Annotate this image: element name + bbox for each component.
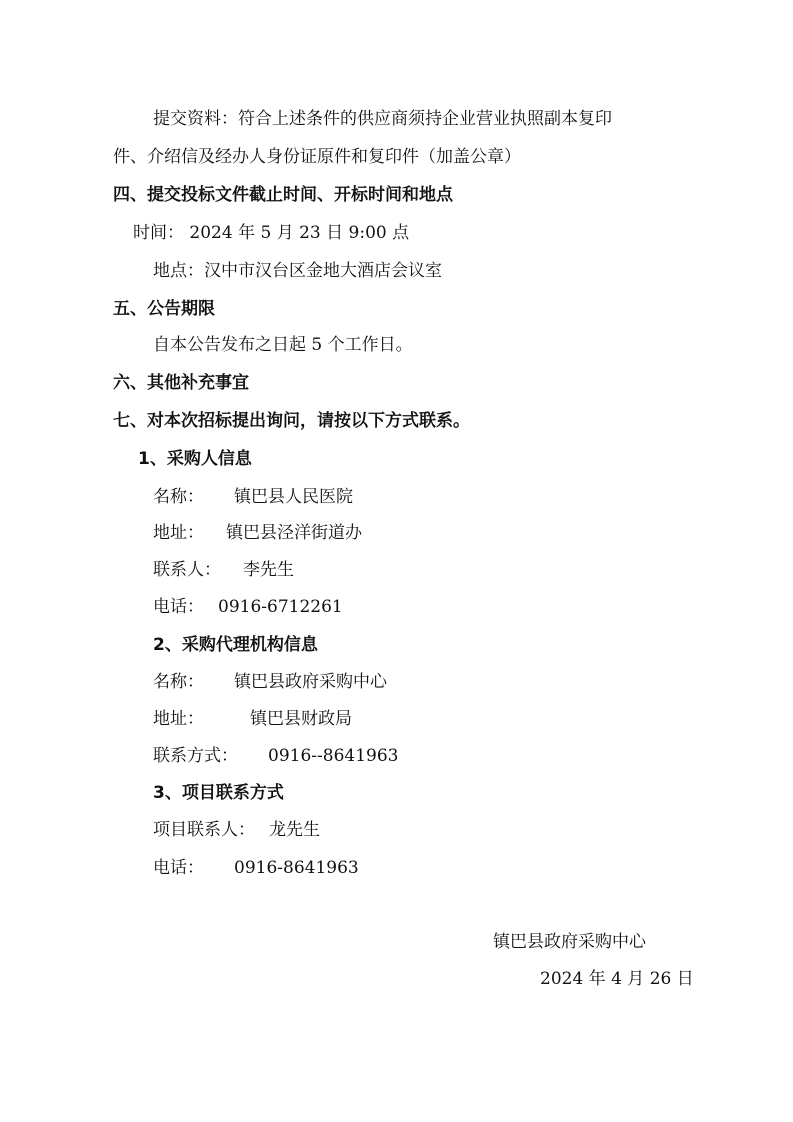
purchaser-phone-label: 电话： <box>153 597 204 617</box>
agency-name-row <box>153 671 387 693</box>
project-contact-row <box>153 819 320 841</box>
section4-place: 地点：汉中市汉台区金地大酒店会议室 <box>153 261 442 281</box>
project-phone-row <box>153 857 359 879</box>
purchaser-name-row <box>153 486 353 508</box>
section5-heading: 五、公告期限 <box>113 299 215 319</box>
section7-heading: 七、对本次招标提出询问，请按以下方式联系。 <box>113 411 470 431</box>
agency-address-value: 镇巴县财政局 <box>250 709 352 729</box>
section6-heading: 六、其他补充事宜 <box>113 373 249 393</box>
purchaser-contact-row <box>153 559 294 581</box>
purchaser-name-label: 名称： <box>153 487 204 507</box>
agency-contact-label: 联系方式： <box>153 746 238 766</box>
project-contact-value: 龙先生 <box>269 820 320 840</box>
section4-heading: 四、提交投标文件截止时间、开标时间和地点 <box>113 185 453 205</box>
signature-date: 2024 年 4 月 26 日 <box>540 969 694 989</box>
project-heading: 3、项目联系方式 <box>153 783 284 803</box>
agency-contact-row <box>153 745 398 767</box>
agency-name-label: 名称： <box>153 672 204 692</box>
purchaser-contact-value: 李先生 <box>243 560 294 580</box>
purchaser-phone-value: 0916-6712261 <box>218 597 343 617</box>
purchaser-address-value: 镇巴县泾洋街道办 <box>226 523 362 543</box>
purchaser-name-value: 镇巴县人民医院 <box>234 487 353 507</box>
purchaser-heading: 1、采购人信息 <box>138 449 252 469</box>
purchaser-phone-row <box>153 596 343 618</box>
project-phone-label: 电话： <box>153 858 204 878</box>
project-contact-label: 项目联系人： <box>153 820 255 840</box>
agency-heading: 2、采购代理机构信息 <box>153 635 318 655</box>
agency-address-row <box>153 708 352 730</box>
submit-materials-line1: 提交资料：符合上述条件的供应商须持企业营业执照副本复印 <box>153 109 612 129</box>
purchaser-address-label: 地址： <box>153 523 204 543</box>
signature-org: 镇巴县政府采购中心 <box>493 932 646 952</box>
submit-materials-line2: 件、介绍信及经办人身份证原件和复印件（加盖公章） <box>113 147 521 167</box>
purchaser-contact-label: 联系人： <box>153 560 221 580</box>
agency-name-value: 镇巴县政府采购中心 <box>234 672 387 692</box>
agency-contact-value: 0916--8641963 <box>268 746 399 766</box>
purchaser-address-row <box>153 522 362 544</box>
section5-text: 自本公告发布之日起 5 个工作日。 <box>153 335 413 355</box>
section4-time: 时间： 2024 年 5 月 23 日 9:00 点 <box>133 223 410 243</box>
project-phone-value: 0916-8641963 <box>234 858 359 878</box>
agency-address-label: 地址： <box>153 709 204 729</box>
